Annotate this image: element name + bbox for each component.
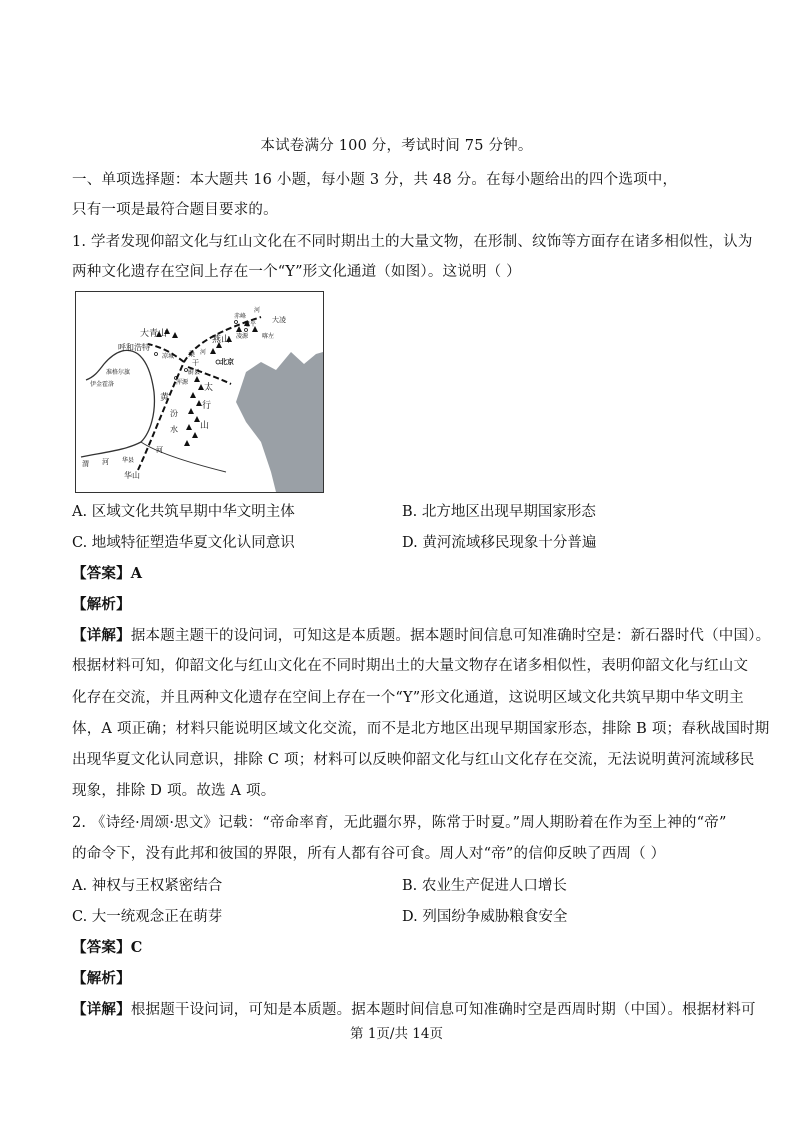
label-daqingshan: 大青山 (140, 329, 168, 339)
q1-detail-line2: 根据材料可知，仰韶文化与红山文化在不同时期出土的大量文物存在诸多相似性，表明仰韶文化与红山文 (72, 658, 749, 674)
q2-detail-text1: 根据题干设问词，可知是本质题。据本题时间信息可知准确时空是西周时期（中国）。根据材料可 (130, 1002, 756, 1018)
exam-info: 本试卷满分 100 分，考试时间 75 分钟。 (260, 138, 533, 154)
q2-stem-line2: 的命令下，没有此邦和彼国的界限，所有人都有谷可食。周人对“帝”的信仰反映了西周（ ） (72, 846, 666, 862)
q1-detail-text1: 据本题主题干的设问词，可知这是本质题。据本题时间信息可知准确时空是：新石器时代（中国）。 (130, 628, 771, 644)
label-he4: 河 (254, 307, 261, 314)
label-beijing: 北京 (220, 358, 234, 366)
label-yuxian: 蔚县 (188, 369, 201, 376)
map-svg (76, 292, 323, 492)
sea-area (236, 352, 323, 492)
q1-analysis-heading: 【解析】 (72, 596, 131, 613)
q1-detail-line1 (72, 626, 770, 646)
q2-detail-tag: 【详解】 (72, 1001, 131, 1018)
label-daling: 大凌 (272, 316, 286, 324)
q1-option-d[interactable]: D. 黄河流域移民现象十分普遍 (402, 535, 597, 551)
label-sang: 桑 (188, 350, 195, 358)
q1-option-b[interactable]: B. 北方地区出现早期国家形态 (402, 504, 596, 520)
q1-option-a[interactable]: A. 区域文化共筑早期中华文明主体 (72, 504, 295, 520)
yellow-river (81, 350, 154, 457)
label-huashan: 华山 (124, 471, 140, 480)
page-number: 第 1页/共 14页 (350, 1026, 443, 1042)
label-tai: 太 (204, 383, 214, 393)
label-wei: 渭 (82, 460, 89, 468)
q1-stem-line1: 1. 学者发现仰韶文化与红山文化在不同时期出土的大量文物，在形制、纹饰等方面存在诸多相似性，认为 (72, 234, 753, 250)
label-kazuo: 喀左 (262, 333, 275, 340)
q1-detail-line3: 化存在交流，并且两种文化遗存在空间上存在一个“Y”形文化通道，这说明区域文化共筑早期中华文明主 (72, 690, 744, 706)
q1-stem-line2: 两种文化遗存在空间上存在一个“Y”形文化通道（如图）。这说明（ ） (72, 264, 521, 280)
q2-answer: 【答案】C (72, 939, 143, 956)
label-he3: 河 (102, 458, 109, 466)
q1-answer: 【答案】A (72, 565, 143, 582)
label-shan: 山 (200, 421, 210, 431)
q1-detail-line6: 现象，排除 D 项。故选 A 项。 (72, 783, 276, 799)
label-he: 河 (200, 349, 207, 356)
q1-option-c[interactable]: C. 地域特征塑造华夏文化认同意识 (72, 535, 295, 551)
label-lingyuan: 凌源 (236, 333, 249, 340)
label-liangcheng: 凉城 (162, 353, 175, 360)
label-jianping: 建平 (244, 321, 257, 328)
label-gan: 干 (192, 359, 199, 367)
label-hunyuan: 浑源 (176, 379, 189, 386)
section-instructions-line2: 只有一项是最符合题目要求的。 (72, 202, 278, 218)
lower-river (141, 442, 226, 472)
q1-map-figure (75, 291, 324, 493)
section-instructions-line1: 一、单项选择题：本大题共 16 小题，每小题 3 分，共 48 分。在每小题给出的四个选项中， (72, 172, 678, 188)
label-yijinhuoluo: 伊金霍洛 (90, 381, 115, 388)
label-zhungeer: 准格尔旗 (106, 369, 131, 376)
label-huang: 黄 (160, 393, 170, 403)
label-yanshan: 燕山 (212, 335, 231, 345)
label-shui: 水 (170, 425, 178, 434)
q1-detail-tag: 【详解】 (72, 627, 131, 644)
q2-stem-line1: 2. 《诗经·周颂·思文》记载：“帝命率育，无此疆尔界，陈常于时夏。”周人期盼着在作为至上神的“帝” (72, 815, 727, 831)
label-huhehaote: 呼和浩特 (118, 343, 150, 352)
q2-option-a[interactable]: A. 神权与王权紧密结合 (72, 878, 223, 894)
q1-detail-line4: 体，A 项正确；材料只能说明区域文化交流，而不是北方地区出现早期国家形态，排除 B 项；春秋战国时期 (72, 721, 770, 737)
q2-option-b[interactable]: B. 农业生产促进人口增长 (402, 878, 567, 894)
q2-analysis-heading: 【解析】 (72, 970, 131, 987)
q2-option-d[interactable]: D. 列国纷争威胁粮食安全 (402, 909, 568, 925)
label-fen: 汾 (170, 409, 178, 418)
label-huayin: 华县 (122, 457, 135, 464)
q2-detail-line1 (72, 1000, 756, 1020)
q2-option-c[interactable]: C. 大一统观念正在萌芽 (72, 909, 223, 925)
label-hang: 行 (202, 401, 212, 411)
label-he2: 河 (156, 446, 163, 454)
label-chifeng: 赤峰 (234, 313, 247, 320)
q1-detail-line5: 出现华夏文化认同意识，排除 C 项；材料可以反映仰韶文化与红山文化存在交流，无法说明黄河流域移民 (72, 752, 755, 768)
